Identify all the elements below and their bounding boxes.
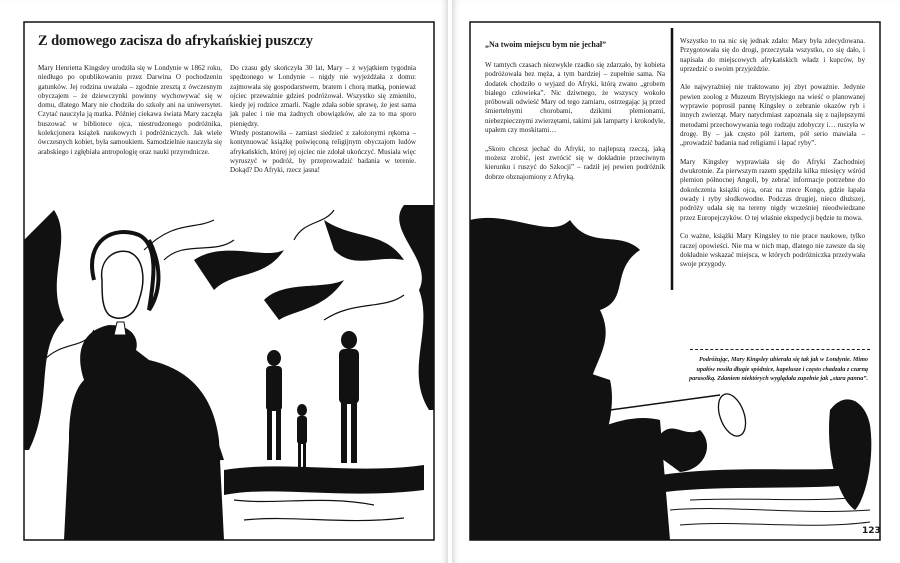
paragraph: „Skoro chcesz jechać do Afryki, to najlepszą rzeczą, jaką możesz zrobić, jest zwrócić się w dokładnie przeciwnym kierunku i ruszyć do Szkocji” – radził jej pewien podróżnik dobrze obznajomiony z Afryką. bbox=[485, 144, 665, 181]
paragraph: Co ważne, książki Mary Kingsley to nie prace naukowe, tylko raczej opowieści. Nie ma w nich map, dlatego nie zawsze da się dokładnie wskazać miejsca, w których podróżniczka przeżywała swoje przygody. bbox=[680, 232, 865, 269]
left-column-1 bbox=[38, 64, 222, 166]
right-column-2 bbox=[680, 37, 865, 279]
caption-divider bbox=[690, 349, 870, 350]
right-column-1 bbox=[485, 61, 665, 191]
chapter-title: Z domowego zacisza do afrykańskiej puszczy bbox=[38, 33, 313, 49]
page-number: 123 bbox=[862, 526, 881, 536]
paragraph: Wtedy postanowiła – zamiast siedzieć z założonymi rękoma – kontynuować książkę poświęconą religijnym obyczajom ludów afrykańskich, której jej ojciec nie zdołał ukończyć. Musiała więc wyruszyć w podróż, by przeprowadzić badania w terenie. Dokąd? Do Afryki, rzecz jasna! bbox=[230, 129, 416, 175]
jungle-illustration-left bbox=[24, 200, 434, 540]
paragraph: Mary Henrietta Kingsley urodziła się w Londynie w 1862 roku, niedługo po opublikowaniu przez Darwina O pochodzeniu gatunków. Jej rodzina uważała – zgodnie zresztą z ówczesnym obyczajem – że dziewczynki powinny wychowywać się w domu, dlatego Mary nie chodziła do szkoły ani na uniwersytet. Czytać nauczyła ją matka. Później ciekawa świata Mary zaczęła buszować w bibliotece ojca, niestrudzonego podróżnika, kolekcjonera książek naukowych i podróżniczych. Jak wiele ówczesnych kobiet, była samoukiem. Samodzielnie nauczyła się arabskiego i zgłębiała antropologię oraz nauki przyrodnicze. bbox=[38, 64, 222, 156]
paragraph: Ale najwyraźniej nie traktowano jej zbyt poważnie. Jedynie pewien zoolog z Muzeum Brytyjskiego na wieść o planowanej wyprawie poprosił pannę Kingsley o zebranie okazów ryb i innych zwierząt. Mary natychmiast zapoznała się z najlepszymi metodami przechowywania tego rodzaju zdobyczy i… ruszyła w drogę. By – jak często pół żartem, pół serio mawiała – „prowadzić badania nad religiami i łapać ryby”. bbox=[680, 83, 865, 148]
paragraph: W tamtych czasach niezwykle rzadko się zdarzało, by kobieta podróżowała bez męża, a tym bardziej – zupełnie sama. Na dodatek chodziło o wyjazd do Afryki, którą zwano „grobem białego człowieka”. Nic dziwnego, że wszyscy wokoło próbowali odwieść Mary od tego zamiaru, ostrzegając ją przed śmiertelnymi chorobami, dzikimi plemionami, niebezpiecznymi zwierzętami, takimi jak lamparty i krokodyle, upałem czy moskitami… bbox=[485, 61, 665, 135]
left-column-2 bbox=[230, 64, 416, 185]
paragraph: Wszystko to na nic się jednak zdało: Mary była zdecydowana. Przygotowała się do drogi, przeczytała wszystko, co się dało, i napisała do miejscowych afrykańskich władz i kupców, by uprzedzić o swoim przyjeździe. bbox=[680, 37, 865, 73]
paragraph: Do czasu gdy skończyła 30 lat, Mary – z wyjątkiem tygodnia spędzonego w Londynie – nigdy nie wyjeżdżała z domu: zajmowała się gospodarstwem, bratem i chorą matką, ponieważ ojciec przeważnie gdzieś podróżował. Wszystko się zmieniło, kiedy jej rodzice zmarli. Nagle zdała sobie sprawę, że jest sama jak palec i nie ma żadnych obowiązków, ale za to ma sporo pieniędzy. bbox=[230, 64, 416, 128]
section-heading: „Na twoim miejscu bym nie jechał” bbox=[485, 40, 607, 49]
paragraph: Mary Kingsley wyprawiała się do Afryki Zachodniej dwukrotnie. Za pierwszym razem spędziła kilka miesięcy wśród plemion północnej Angoli, by zebrać informacje potrzebne do dokończenia książki ojca, oraz na rzece Kongo, gdzie łapała owady i ryby słodkowodne. Podczas drugiej, nieco dłuższej, podróży udała się na tereny nigdy wcześniej nieodwiedzane przez Europejczyków. O tej właśnie ekspedycji będzie tu mowa. bbox=[680, 157, 865, 222]
illustration-caption: Podróżując, Mary Kingsley ubierała się tak jak w Londynie. Mimo upałów nosiła długie spódnice, kapelusze i często chadzała z czarną parasolką. Zdaniem niektórych wyglądała zupełnie jak „stara panna”. bbox=[689, 356, 868, 382]
